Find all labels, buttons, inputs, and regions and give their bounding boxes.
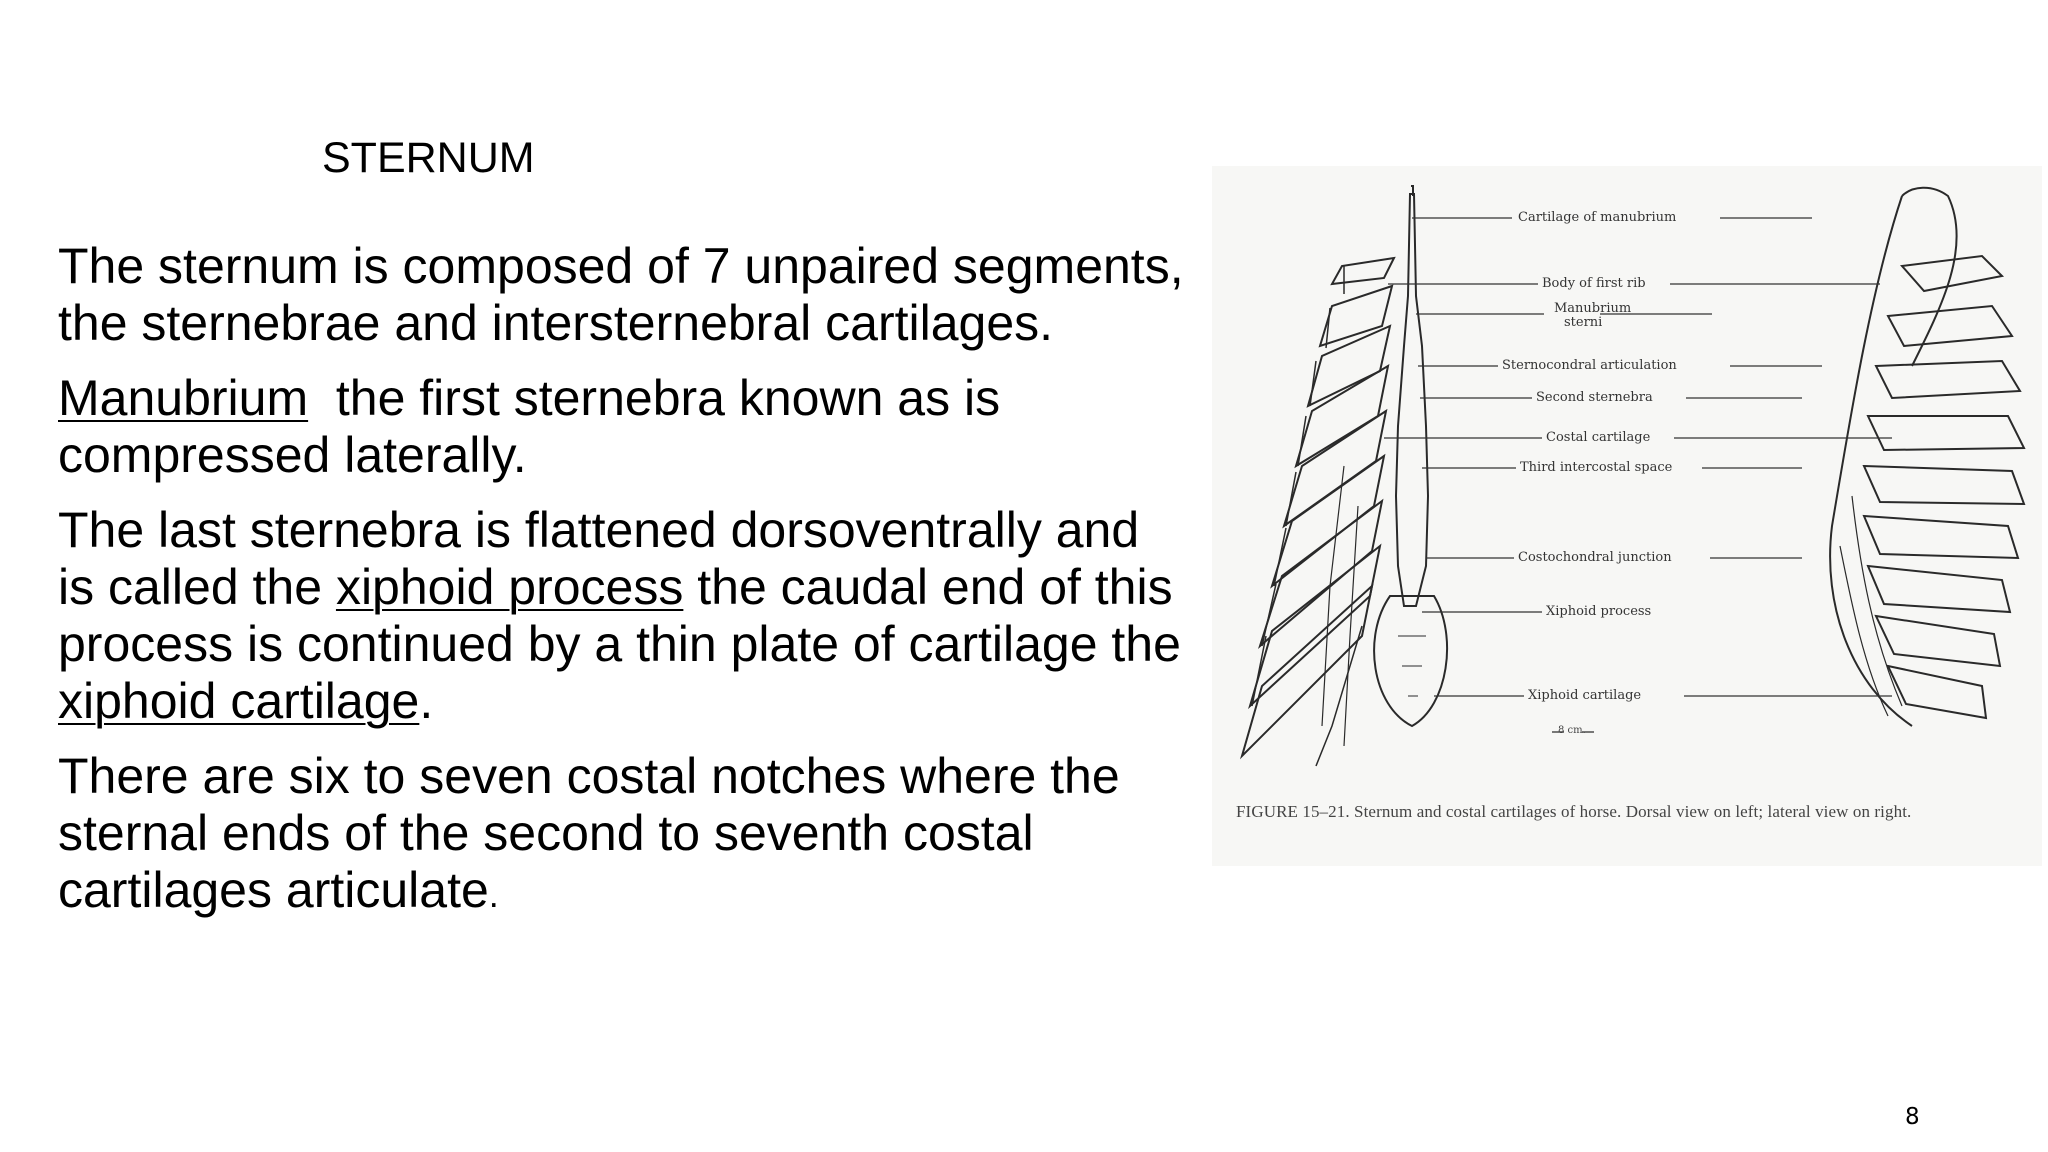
paragraph-manubrium [58, 370, 1188, 484]
paragraph-text: . [419, 673, 434, 729]
paragraph-text: the first sternebra known as is compressed laterally. [58, 370, 1014, 483]
paragraph-text: The sternum is composed of 7 unpaired segments, the sternebrae and intersternebral cartilages. [58, 238, 1184, 351]
term-xiphoid-process: xiphoid process [335, 559, 684, 615]
slide-title: STERNUM [322, 134, 535, 182]
term-manubrium: Manubrium [58, 370, 309, 426]
sternum-illustration [1212, 166, 2042, 866]
figure-caption: FIGURE 15–21. Sternum and costal cartilages of horse. Dorsal view on left; lateral view on right. [1236, 802, 1912, 821]
label-costochondral-junction: Costochondral junction [1518, 550, 1672, 565]
label-xiphoid-cartilage: Xiphoid cartilage [1528, 688, 1642, 703]
label-xiphoid-process: Xiphoid process [1546, 604, 1652, 619]
label-sterni: sterni [1564, 315, 1603, 330]
label-scale: 8 cm. [1558, 725, 1586, 736]
paragraph-text: . [488, 874, 499, 915]
paragraph-text: There are six to seven costal notches where the sternal ends of the second to seventh costal cartilages articulate [58, 748, 1120, 918]
page-number: 8 [1905, 1104, 1920, 1130]
label-costal-cartilage: Costal cartilage [1546, 430, 1651, 445]
paragraph-text: The last sternebra is flattened dorsoventrally and is called the [58, 502, 1140, 615]
label-cartilage-of-manubrium: Cartilage of manubrium [1518, 210, 1677, 225]
paragraph-text: the caudal end of this process is continued by a thin plate of cartilage the [58, 559, 1181, 672]
paragraph-costal-notches [58, 748, 1188, 923]
label-third-intercostal-space: Third intercostal space [1520, 460, 1673, 475]
sternum-figure [1212, 166, 2042, 866]
label-body-of-first-rib: Body of first rib [1542, 276, 1646, 291]
label-manubrium: Manubrium [1554, 301, 1632, 316]
paragraph-sternum-composition [58, 238, 1188, 352]
paragraph-xiphoid [58, 502, 1188, 730]
term-xiphoid-cartilage: xiphoid cartilage [58, 673, 420, 729]
label-second-sternebra: Second sternebra [1536, 390, 1653, 405]
label-sternocondral-articulation: Sternocondral articulation [1502, 358, 1677, 373]
body-text [58, 238, 1188, 941]
